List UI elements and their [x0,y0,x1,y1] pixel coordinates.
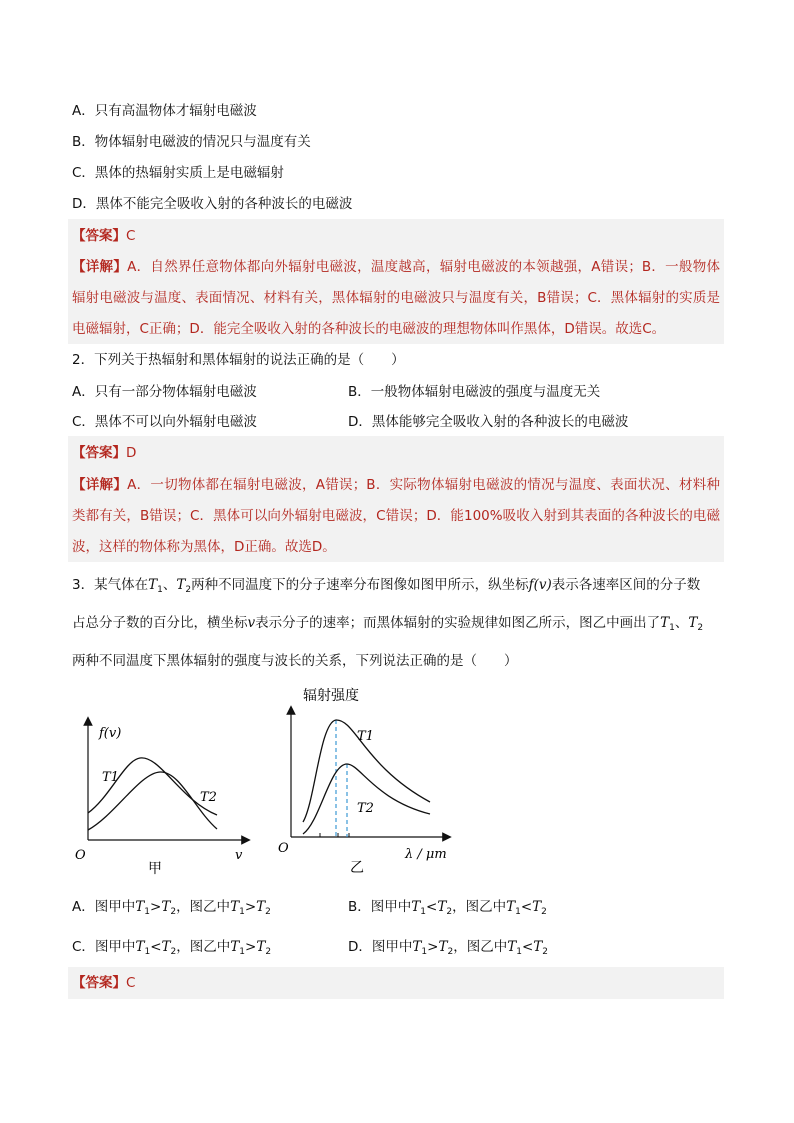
fv-symbol: f(v) [528,577,552,593]
t1-symbol: T [230,899,240,915]
subscript: 2 [446,907,453,917]
q2-option-b: B．一般物体辐射电磁波的强度与温度无关 [348,384,601,400]
stem-text: 3．某气体在 [72,577,149,593]
q1-option-a: A．只有高温物体才辐射电磁波 [72,103,257,119]
relation: < [150,939,162,955]
x-label: v [235,848,243,863]
option-letter: B． [348,899,371,915]
t2-symbol: T [438,939,448,955]
subscript: 2 [541,907,547,917]
relation: < [521,939,534,955]
curve2-label: T2 [357,801,374,816]
subscript: 1 [239,907,245,917]
answer-value: D [126,445,137,461]
relation: < [426,899,438,915]
explain-text: A．自然界任意物体都向外辐射电磁波，温度越高，辐射电磁波的本领越强，A错误；B．一般物体辐射电磁波与温度、表面情况、材料有关，黑体辐射的电磁波只与温度有关，B错误；C．黑体辐射的实质是电磁辐射，C正确；D．能完全吸收入射的各种波长的电磁波的理想物体叫作黑体，D错误。故选C。 [72,259,721,337]
curve1-label: T1 [357,729,374,744]
option-text: 图甲中 [371,939,413,955]
answer-value: C [126,228,136,244]
option-text: 图甲中 [94,899,136,915]
q1-option-d: D．黑体不能完全吸收入射的各种波长的电磁波 [72,196,353,212]
t2-symbol: T [256,939,266,955]
t2-symbol: T [688,615,698,631]
figure-yi [275,682,465,882]
option-text: 图甲中 [370,899,412,915]
q2-stem: 2．下列关于热辐射和黑体辐射的说法正确的是（ ） [72,352,405,368]
answer-tag: 【答案】 [72,445,126,461]
y-label: 辐射强度 [303,688,359,704]
t2-symbol: T [437,899,447,915]
t1-symbol: T [660,615,670,631]
t2-symbol: T [161,939,171,955]
t1-symbol: T [412,939,422,955]
subscript: 2 [447,947,454,957]
curve-t2 [303,764,430,834]
q3-stem-line1 [72,575,700,600]
option-text: ，图乙中 [452,899,507,915]
figure-jia [70,715,260,880]
q3-option-b [348,897,547,922]
subscript: 1 [516,947,522,957]
option-text: ，图乙中 [176,939,231,955]
subscript: 1 [239,947,245,957]
stem-text: 表示分子的速率；而黑体辐射的实验规律如图乙所示，图乙中画出了 [255,615,661,631]
figure-caption: 乙 [350,860,364,876]
subscript: 2 [185,585,192,595]
subscript: 1 [669,623,675,633]
q3-option-a [72,897,271,922]
origin-label: O [278,841,289,856]
relation: > [244,899,257,915]
t2-symbol: T [532,899,542,915]
explain-tag: 【详解】 [72,477,128,493]
relation: > [427,939,439,955]
q3-option-c [72,937,271,962]
separator: 、 [674,615,689,631]
q1-explanation [72,252,720,345]
subscript: 2 [265,907,271,917]
subscript: 1 [144,907,150,917]
stem-text: 占总分子数的百分比，横坐标 [72,615,248,631]
q2-option-a: A．只有一部分物体辐射电磁波 [72,384,257,400]
q3-stem-line2 [72,613,703,638]
subscript: 2 [542,947,549,957]
stem-text: 表示各速率区间的分子数 [551,577,701,593]
t2-symbol: T [533,939,543,955]
q3-stem-line3: 两种不同温度下黑体辐射的强度与波长的关系，下列说法正确的是（ ） [72,653,518,669]
x-label: λ / μm [405,847,447,862]
subscript: 1 [144,947,151,957]
q2-option-c: C．黑体不可以向外辐射电磁波 [72,414,257,430]
curve2-label: T2 [200,790,217,805]
t1-symbol: T [506,899,516,915]
curve1-label: T1 [102,770,119,785]
q1-answer [72,226,135,246]
subscript: 1 [420,907,427,917]
t1-symbol: T [411,899,421,915]
answer-tag: 【答案】 [72,975,126,991]
relation: < [520,899,533,915]
t1-symbol: T [230,939,240,955]
option-text: ，图乙中 [176,899,231,915]
answer-tag: 【答案】 [72,228,126,244]
q1-option-c: C．黑体的热辐射实质上是电磁辐射 [72,165,284,181]
t1-symbol: T [507,939,517,955]
t2-symbol: T [256,899,266,915]
option-letter: C． [72,939,95,955]
q2-answer [72,443,136,463]
option-letter: D． [348,939,372,955]
t1-symbol: T [148,577,158,593]
subscript: 2 [697,623,704,633]
t2-symbol: T [161,899,171,915]
relation: > [150,899,162,915]
t1-symbol: T [135,899,145,915]
option-text: 图甲中 [94,939,136,955]
explain-text: A．一切物体都在辐射电磁波，A错误；B．实际物体辐射电磁波的情况与温度、表面状况、材料种类都有关，B错误；C．黑体可以向外辐射电磁波，C错误；D．能100%吸收入射到其表面的各种波长的电磁波，这样的物体称为黑体，D正确。故选D。 [72,477,721,555]
subscript: 2 [170,947,177,957]
subscript: 1 [515,907,521,917]
relation: > [245,939,257,955]
subscript: 1 [157,585,163,595]
subscript: 1 [421,947,428,957]
t2-symbol: T [176,577,186,593]
y-label: f(v) [99,726,122,741]
q3-answer [72,973,135,993]
q2-option-d: D．黑体能够完全吸收入射的各种波长的电磁波 [348,414,629,430]
origin-label: O [75,848,86,863]
separator: 、 [162,577,177,593]
answer-value: C [126,975,136,991]
q3-answer-box [68,967,724,999]
option-letter: A． [72,899,95,915]
t1-symbol: T [135,939,145,955]
figure-caption: 甲 [148,861,162,877]
q3-option-d [348,937,548,962]
q1-option-b: B．物体辐射电磁波的情况只与温度有关 [72,134,311,150]
explain-tag: 【详解】 [72,259,128,275]
subscript: 2 [170,907,177,917]
stem-text: 两种不同温度下的分子速率分布图像如图甲所示，纵坐标 [191,577,529,593]
option-text: ，图乙中 [453,939,508,955]
q2-explanation [72,470,720,563]
v-symbol: v [247,615,256,631]
subscript: 2 [265,947,272,957]
